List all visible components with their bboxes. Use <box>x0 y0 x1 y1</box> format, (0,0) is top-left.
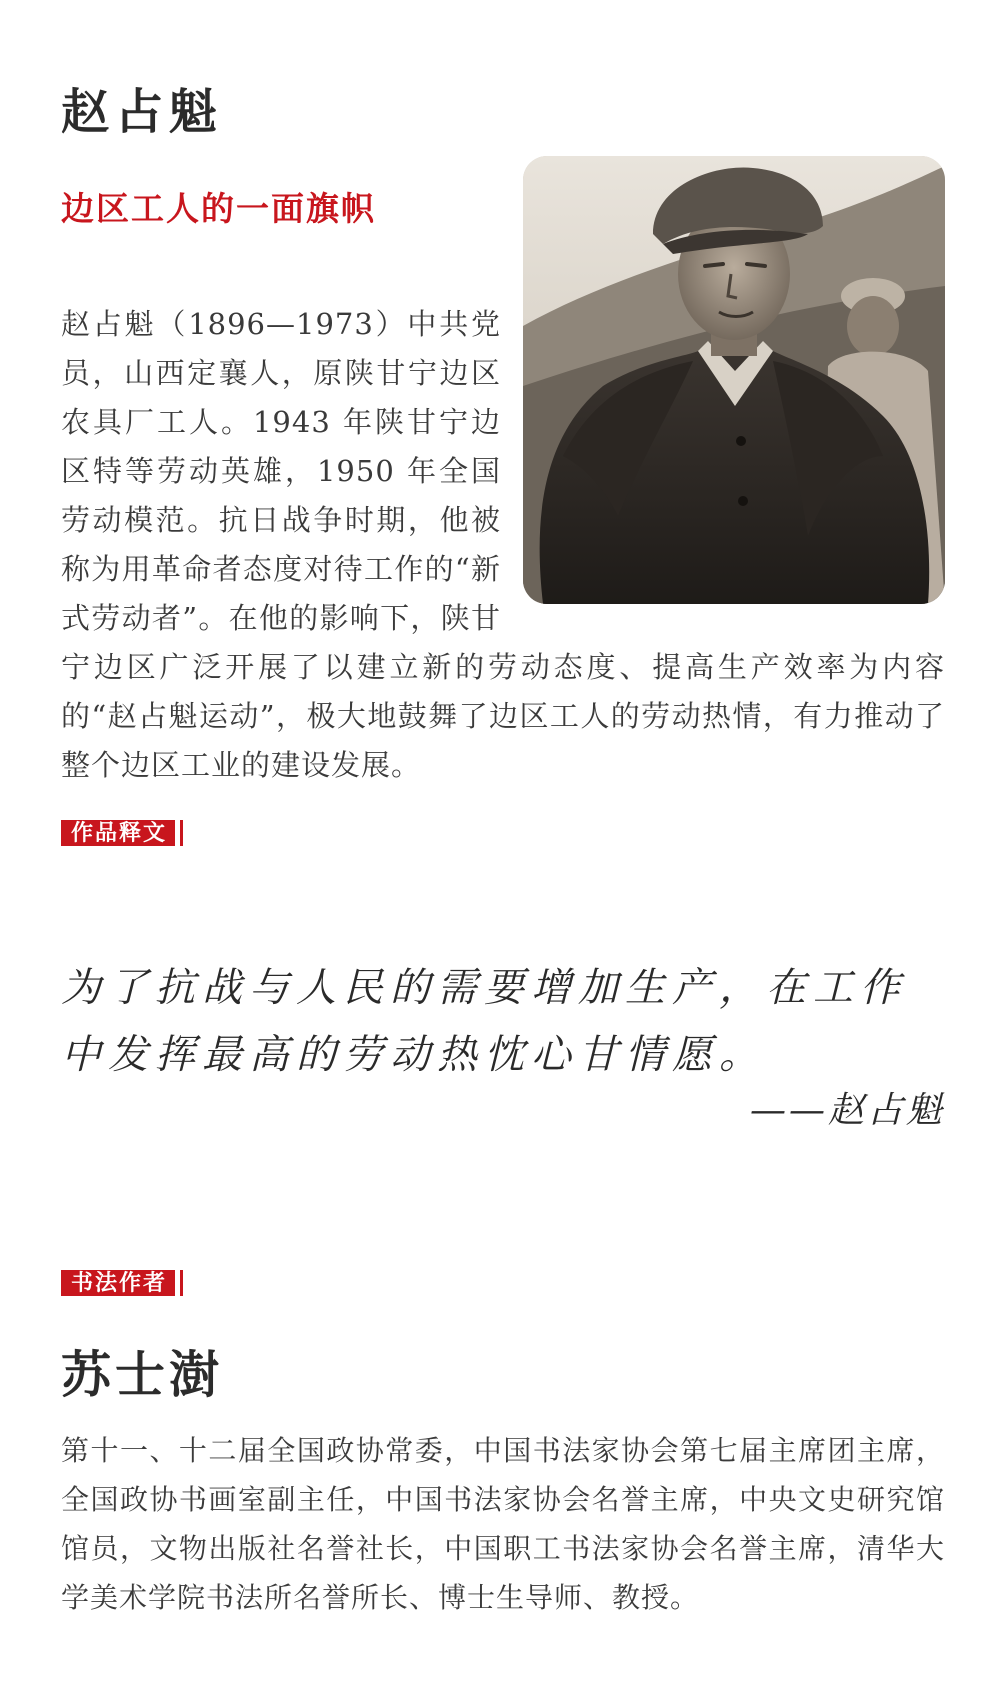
section-tag-work <box>61 820 183 846</box>
calligrapher-name: 苏士澍 <box>61 1346 223 1404</box>
section-tag-author-label: 书法作者 <box>61 1270 175 1296</box>
section-tag-bar <box>180 1270 183 1296</box>
section-tag-bar <box>180 820 183 846</box>
person-name-title: 赵占魁 <box>61 84 224 140</box>
person-bio-text: 赵占魁（1896—1973）中共党员，山西定襄人，原陕甘宁边区农具厂工人。1943 年陕甘宁边区特等劳动英雄，1950 年全国劳动模范。抗日战争时期，他被称为用革命者态度对待工作的“新式劳动者”。在他的影响下，陕甘宁边区广泛开展了以建立新的劳动态度、提高生产效率为内容的“赵占魁运动”，极大地鼓舞了边区工人的劳动热情，有力推动了整个边区工业的建设发展。 <box>61 307 945 782</box>
bio-block <box>61 300 945 790</box>
calligrapher-bio: 第十一、十二届全国政协常委，中国书法家协会第七届主席团主席，全国政协书画室副主任，中国书法家协会名誉主席，中央文史研究馆馆员，文物出版社名誉社长，中国职工书法家协会名誉主席，清华大学美术学院书法所名誉所长、博士生导师、教授。 <box>61 1434 945 1614</box>
quote-text: 为了抗战与人民的需要增加生产，在工作中发挥最高的劳动热忱心甘情愿。 <box>61 965 907 1078</box>
section-tag-author <box>61 1270 183 1296</box>
quote-attribution: ——赵占魁 <box>749 1090 945 1131</box>
section-tag-work-label: 作品释文 <box>61 820 175 846</box>
portrait-illustration <box>523 156 945 604</box>
person-subtitle: 边区工人的一面旗帜 <box>61 189 376 228</box>
portrait-photo <box>523 156 945 604</box>
